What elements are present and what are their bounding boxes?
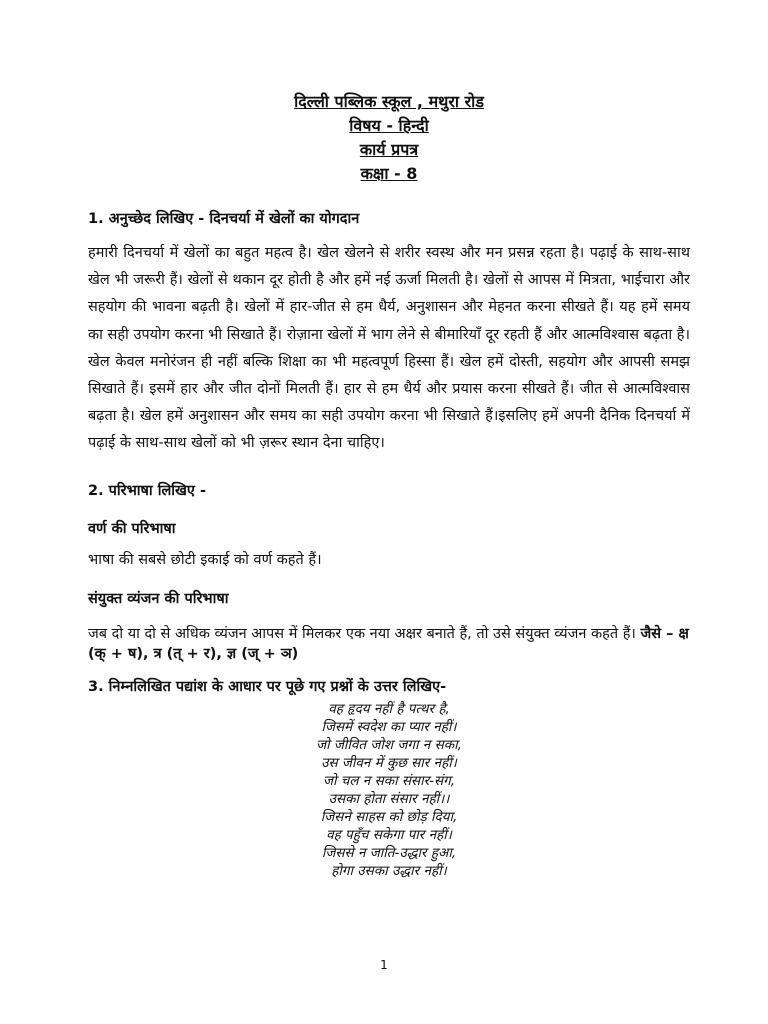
poem-line: जिससे न जाति-उद्धार हुआ, bbox=[321, 844, 457, 861]
question-3-heading: 3. निम्नलिखित पद्यांश के आधार पर पूछे गए प्रश्नों के उत्तर लिखिए- bbox=[88, 678, 447, 695]
worksheet-title: कार्य प्रपत्र bbox=[359, 140, 419, 159]
poem-line: उसका होता संसार नहीं।। bbox=[328, 790, 450, 807]
poem-line: वह पहुँच सकेगा पार नहीं। bbox=[326, 826, 452, 843]
poem-line: होगा उसका उद्धार नहीं। bbox=[331, 862, 447, 879]
varn-definition-text: भाषा की सबसे छोटी इकाई को वर्ण कहते हैं। bbox=[88, 551, 322, 568]
poem-line: उस जीवन में कुछ सार नहीं। bbox=[321, 754, 457, 771]
class-title: कक्षा - 8 bbox=[360, 164, 418, 183]
document-header bbox=[88, 90, 690, 186]
sanyukt-example-text: जैसे – क्ष (क् + ष), त्र (त् + र), ज्ञ (ज् + ञ) bbox=[88, 625, 689, 662]
question-2-heading: 2. परिभाषा लिखिए - bbox=[88, 482, 206, 499]
sanyukt-definition-text: जब दो या दो से अधिक व्यंजन आपस में मिलकर एक नया अक्षर बनाते हैं, तो उसे संयुक्त व्यंजन कहते हैं। bbox=[88, 625, 641, 642]
poem-line: जिसमें स्वदेश का प्यार नहीं। bbox=[321, 718, 457, 735]
sanyukt-definition-heading: संयुक्त व्यंजन की परिभाषा bbox=[88, 590, 229, 607]
varn-definition-heading: वर्ण की परिभाषा bbox=[88, 520, 176, 537]
subject-title: विषय - हिन्दी bbox=[349, 116, 429, 135]
question-1-paragraph: हमारी दिनचर्या में खेलों का बहुत महत्व है। खेल खेलने से शरीर स्वस्थ और मन प्रसन्न रहता है। पढ़ाई के साथ-साथ खेल भी जरूरी हैं। खेलों से थकान दूर होती है और हमें नई ऊर्जा मिलती है। खेलों से आपस में मित्रता, भाईचारा और सहयोग की भावना बढ़ती है। खेलों में हार-जीत से हम धैर्य, अनुशासन और मेहनत करना सीखते हैं। यह हमें समय का सही उपयोग करना भी सिखाते हैं। रोज़ाना खेलों में भाग लेने से बीमारियाँ दूर रहती हैं और आत्मविश्वास बढ़ता है। खेल केवल मनोरंजन ही नहीं बल्कि शिक्षा का भी महत्वपूर्ण हिस्सा हैं। खेल हमें दोस्ती, सहयोग और आपसी समझ सिखाते हैं। इसमें हार और जीत दोनों मिलती हैं। हार से हम धैर्य और प्रयास करना सीखते हैं। जीत से आत्मविश्वास बढ़ता है। खेल हमें अनुशासन और समय का सही उपयोग करना भी सिखाते हैं।इसलिए हमें अपनी दैनिक दिनचर्या में पढ़ाई के साथ-साथ खेलों को भी ज़रूर स्थान देना चाहिए। bbox=[88, 245, 690, 452]
poem-line: वह हृदय नहीं है पत्थर है, bbox=[328, 700, 450, 717]
poem-line: जिसने साहस को छोड़ दिया, bbox=[320, 808, 458, 825]
poem-line: जो जीवित जोश जगा न सका, bbox=[316, 736, 462, 753]
question-1-heading: 1. अनुच्छेद लिखिए - दिनचर्या में खेलों का योगदान bbox=[88, 211, 360, 227]
poem-line: जो चल न सका संसार-संग, bbox=[322, 772, 456, 789]
sanyukt-definition-block bbox=[88, 624, 690, 664]
school-name: दिल्ली पब्लिक स्कूल , मथुरा रोड bbox=[294, 92, 484, 111]
page-number: 1 bbox=[380, 958, 388, 972]
poem-block bbox=[88, 700, 690, 880]
